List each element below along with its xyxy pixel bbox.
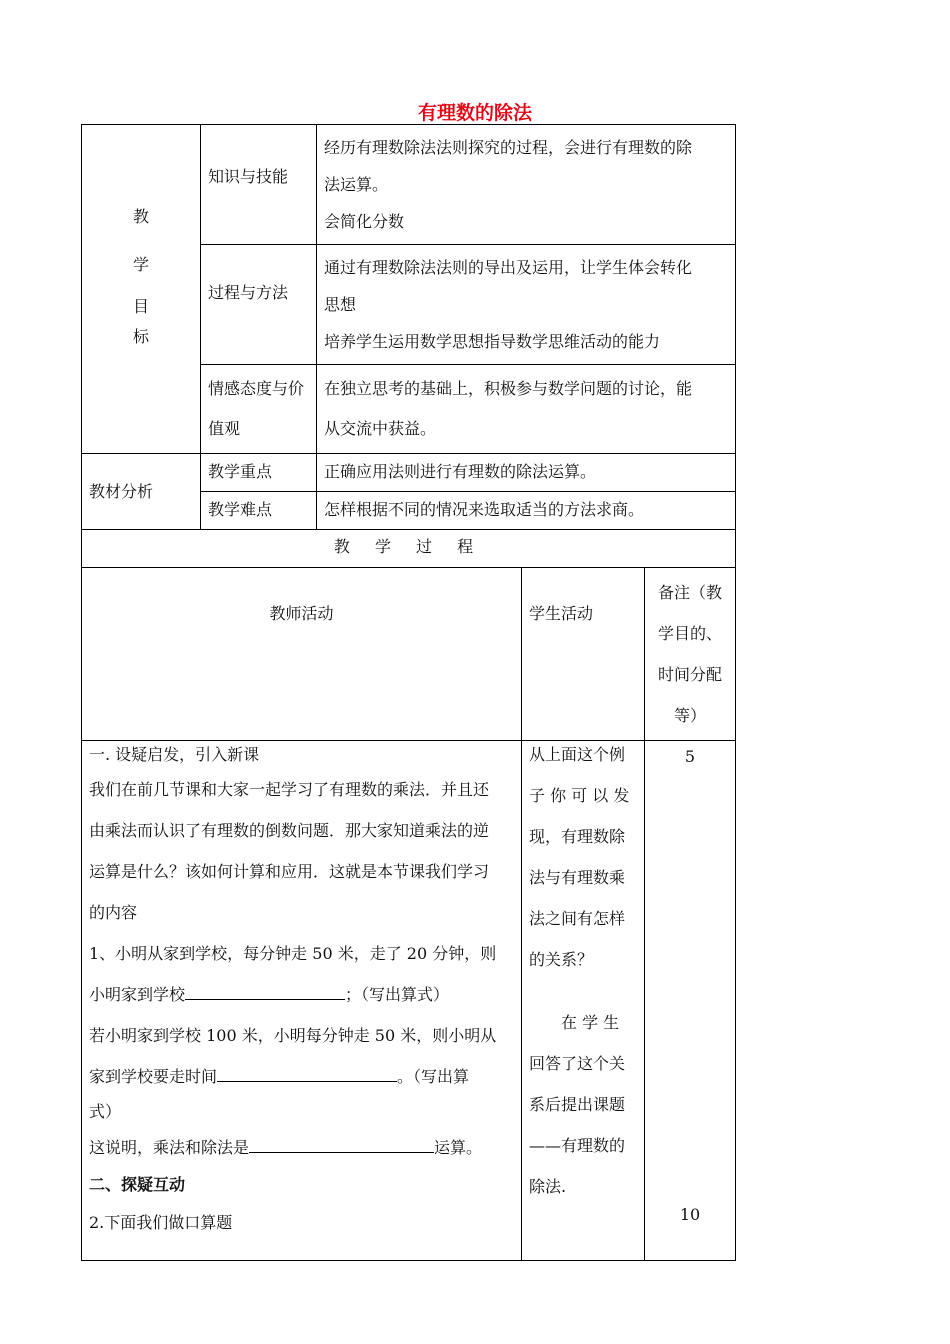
notes-cell [645,741,736,1261]
process-header-cell [82,530,736,568]
knowledge-line: 经历有理数除法法则探究的过程，会进行有理数的除 [324,138,693,157]
attitude-label-cell [201,365,317,454]
teacher-column-header-cell [82,568,522,741]
intro-line: 的内容 [89,903,138,922]
lesson-plan-table [81,124,736,1261]
analysis-label-cell [82,454,201,530]
attitude-label-line: 情感态度与价 [208,379,305,398]
student-line: 从上面这个例 [529,745,626,764]
question-text: 家到学校要走时间 [89,1067,218,1086]
difficulty-label-cell [201,492,317,530]
knowledge-line: 法运算。 [324,175,389,194]
key-label: 教学重点 [208,462,273,481]
attitude-content-cell [317,365,736,454]
student-line: 法之间有怎样 [529,909,626,928]
question-line [89,1056,514,1097]
process-label-cell [201,245,317,365]
student-line: 在 学 生 [561,1013,620,1032]
process-label: 过程与方法 [208,283,289,302]
objectives-char: 目 [132,297,149,316]
student-line: 子 你 可 以 发 [529,786,630,805]
question-text: 小明家到学校 [89,985,186,1004]
notes-header-line: 备注（教 [657,583,722,602]
analysis-label: 教材分析 [89,481,154,501]
process-content-cell [317,245,736,365]
question-text: 这说明，乘法和除法是 [89,1138,250,1157]
question-line [89,1127,514,1168]
student-line: 法与有理数乘 [529,868,626,887]
student-activity-cell [522,741,645,1261]
time-note: 5 [684,747,696,766]
process-line: 思想 [324,295,357,314]
student-column-header: 学生活动 [529,604,594,623]
intro-line: 运算是什么？该如何计算和应用．这就是本节课我们学习 [89,862,490,881]
teacher-column-header: 教师活动 [269,604,334,623]
question-line [89,974,514,1015]
knowledge-content-cell [317,125,736,245]
document-title: 有理数的除法 [417,102,532,124]
notes-header-line: 学目的、 [657,624,722,643]
answer-blank [217,1067,397,1082]
item-line: 2.下面我们做口算题 [89,1213,233,1232]
answer-blank [185,985,345,1000]
key-label-cell [201,454,317,492]
question-line: 若小明家到学校 100 米，小明每分钟走 50 米，则小明从 [89,1026,497,1045]
key-content: 正确应用法则进行有理数的除法运算。 [324,462,597,481]
student-line: ——有理数的 [529,1136,626,1155]
question-text: 运算。 [434,1138,483,1157]
student-column-header-cell [522,568,645,741]
attitude-line: 在独立思考的基础上，积极参与数学问题的讨论，能 [324,379,693,398]
knowledge-label-cell [201,125,317,245]
section-heading: 一. 设疑启发，引入新课 [89,745,260,764]
intro-line: 我们在前几节课和大家一起学习了有理数的乘法．并且还 [89,780,490,799]
student-line: 现，有理数除 [529,827,626,846]
objectives-char: 标 [132,327,149,346]
question-line: 1、小明从家到学校，每分钟走 50 米，走了 20 分钟，则 [89,944,497,963]
attitude-line: 从交流中获益。 [324,419,437,438]
difficulty-label: 教学难点 [208,500,273,519]
process-line: 通过有理数除法法则的导出及运用，让学生体会转化 [324,258,693,277]
notes-header-line: 等） [673,706,706,725]
time-note: 10 [679,1205,701,1224]
key-content-cell [317,454,736,492]
knowledge-label: 知识与技能 [208,167,289,186]
process-line: 培养学生运用数学思想指导数学思维活动的能力 [324,332,661,351]
teacher-activity-cell [82,741,522,1261]
objectives-label-cell [82,125,201,454]
difficulty-content-cell [317,492,736,530]
intro-line: 由乘法而认识了有理数的倒数问题．那大家知道乘法的逆 [89,821,490,840]
question-line: 式） [89,1102,122,1121]
student-line: 系后提出课题 [529,1095,626,1114]
difficulty-content: 怎样根据不同的情况来选取适当的方法求商。 [324,500,645,519]
attitude-label-line: 值观 [208,419,241,438]
question-text: 。（写出算 [397,1067,470,1086]
process-header: 教 学 过 程 [333,537,484,556]
student-line: 的关系？ [529,950,594,969]
objectives-char: 学 [132,255,149,274]
student-line: 回答了这个关 [529,1054,626,1073]
notes-column-header-cell [645,568,736,741]
answer-blank [249,1138,434,1153]
section-heading: 二、探疑互动 [89,1175,186,1194]
student-line: 除法. [529,1177,567,1196]
notes-header-line: 时间分配 [657,665,722,684]
knowledge-line: 会简化分数 [324,212,405,231]
question-text: ；（写出算式） [345,985,450,1004]
objectives-char: 教 [132,207,149,226]
